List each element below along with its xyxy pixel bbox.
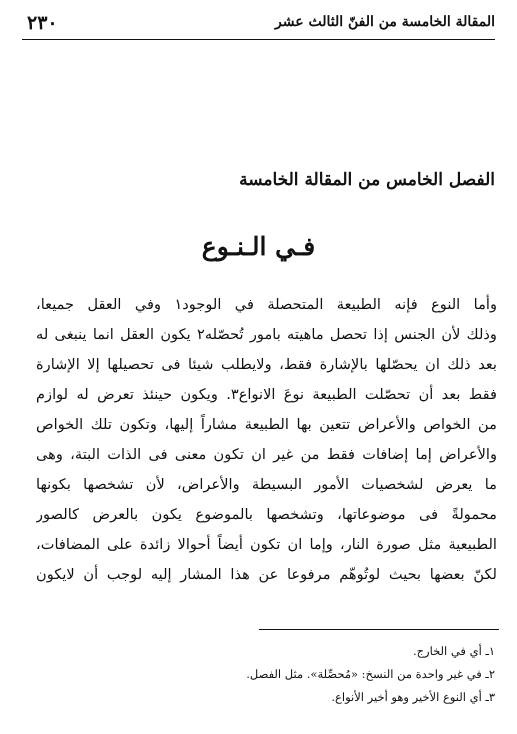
body-line: ما يعرض لشخصيات الأمور البسيطة والأعراض، لأن تشخصها بكونها: [36, 476, 497, 493]
body-line: لكنّ بعضها بحيث لوتُوهّم مرفوعا عن هذا المشار إليه لوجب أن لايكون: [36, 566, 497, 583]
body-line: وأما النوع فإنه الطبيعة المتحصلة في الوجود١ وفي العقل جميعا،: [36, 296, 497, 313]
body-text: [36, 290, 497, 590]
body-line: من الخواص والأعراض تتعين بها الطبيعة مشاراً إليها، وتكون تلك الخواص: [36, 416, 497, 433]
section-title: الفصل الخامس من المقالة الخامسة: [239, 170, 495, 190]
footnote: ٣ـ أي النوع الأخير وهو أخير الأنواع.: [331, 690, 495, 704]
footnote: ١ـ أي في الخارج.: [412, 644, 495, 658]
header-rule: [22, 39, 495, 40]
chapter-title: فـي الـنـوع: [201, 232, 316, 261]
body-line: بعد ذلك ان يحصّلها بالإشارة فقط، ولايطلب شيئا فى تحصيلها إلا الإشارة: [36, 356, 497, 373]
body-line: والأعراض إما إضافات فقط من غير ان تكون معنى فى الذات البتة، وهى: [36, 446, 497, 463]
page-number: ٢٣٠: [27, 12, 58, 34]
footnotes: [25, 640, 495, 709]
footnote: ٢ـ في غير واحدة من النسخ: «مُحصِّلة». مثل الفصل.: [246, 667, 495, 681]
body-line: فقط بعد أن تحصّلت الطبيعة نوعَ الانواع٣. ويكون حينئذ تعرض له لوازم: [36, 386, 497, 403]
body-line: الطبيعية مثل صورة النار، وإما ان تكون أيضاً أحوالا زائدة على المضافات،: [36, 536, 497, 553]
body-line: محمولةً فى موضوعاتها، وتشخصها بالموضوع يكون بالعرض كالصور: [36, 506, 497, 523]
body-line: وذلك لأن الجنس إذا تحصل ماهيته بامور تُحصّله٢ يكون العقل انما ينبغى له: [36, 326, 497, 343]
footnote-rule: [259, 629, 499, 630]
running-title: المقالة الخامسة من الفنّ الثالث عشر: [275, 14, 495, 30]
